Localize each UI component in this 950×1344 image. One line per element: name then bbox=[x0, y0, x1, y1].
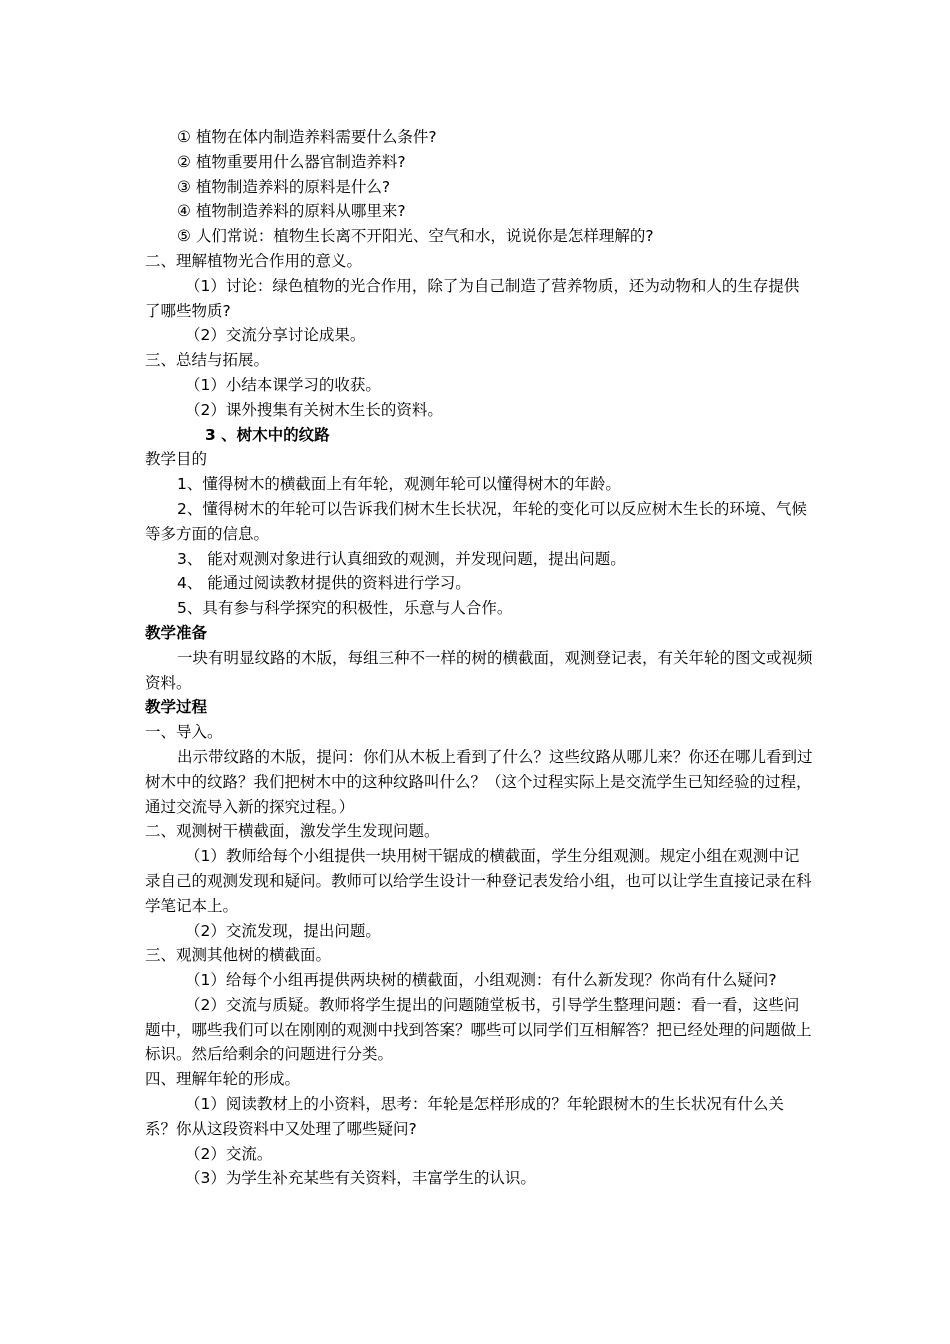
paragraph: （2）交流发现，提出问题。 bbox=[185, 921, 381, 940]
step-heading: 二、观测树干横截面，激发学生发现问题。 bbox=[145, 822, 440, 841]
paragraph: （3）为学生补充某些有关资料，丰富学生的认识。 bbox=[185, 1169, 536, 1188]
paragraph: （1）给每个小组再提供两块树的横截面，小组观测：有什么新发现？你尚有什么疑问? bbox=[185, 971, 777, 990]
question-item: ④ 植物制造养料的原料从哪里来? bbox=[177, 202, 406, 221]
goal-item: 5、具有参与科学探究的积极性，乐意与人合作。 bbox=[177, 599, 513, 618]
question-item: ⑤ 人们常说：植物生长离不开阳光、空气和水，说说你是怎样理解的? bbox=[177, 227, 654, 246]
paragraph: （2）交流与质疑。教师将学生提出的问题随堂板书，引导学生整理问题：看一看，这些问题中，哪些我们可以在刚刚的观测中找到答案？哪些可以同学们互相解答？把已经处理的问题做上标识。然后给剩余的问题进行分类。 bbox=[145, 995, 812, 1064]
question-item: ② 植物重要用什么器官制造养料? bbox=[177, 152, 406, 171]
paragraph: （1）教师给每个小组提供一块用树干锯成的横截面，学生分组观测。规定小组在观测中记录自己的观测发现和疑问。教师可以给学生设计一种登记表发给小组，也可以让学生直接记录在科学笔记本上。 bbox=[145, 847, 812, 915]
question-item: ③ 植物制造养料的原料是什么? bbox=[177, 177, 391, 196]
document-body bbox=[145, 125, 813, 1191]
section-heading: 三、总结与拓展。 bbox=[145, 351, 270, 370]
step-heading: 一、导入。 bbox=[145, 723, 223, 742]
prep-text: 一块有明显纹路的木版，每组三种不一样的树的横截面，观测登记表，有关年轮的图文或视频资料。 bbox=[145, 648, 813, 692]
question-item: ① 植物在体内制造养料需要什么条件? bbox=[177, 128, 437, 146]
goal-item: 1、懂得树木的横截面上有年轮，观测年轮可以懂得树木的年龄。 bbox=[177, 475, 621, 494]
goal-item: 2、懂得树木的年轮可以告诉我们树木生长状况，年轮的变化可以反应树木生长的环境、气候等多方面的信息。 bbox=[145, 499, 807, 543]
paragraph: 出示带纹路的木版，提问：你们从木板上看到了什么？这些纹路从哪儿来？你还在哪儿看到过树木中的纹路？我们把树木中的这种纹路叫什么？（这个过程实际上是交流学生已知经验的过程，通过交流导入新的探究过程。） bbox=[145, 747, 813, 816]
paragraph: （1）讨论：绿色植物的光合作用，除了为自己制造了营养物质，还为动物和人的生存提供了哪些物质? bbox=[145, 276, 800, 320]
paragraph: （2）交流。 bbox=[185, 1144, 273, 1163]
paragraph: （1）阅读教材上的小资料，思考：年轮是怎样形成的？年轮跟树木的生长状况有什么关系？你从这段资料中又处理了哪些疑问? bbox=[145, 1095, 784, 1138]
process-heading: 教学过程 bbox=[145, 698, 208, 717]
prep-heading: 教学准备 bbox=[145, 623, 208, 642]
lesson-title: 3 、树木中的纹路 bbox=[205, 425, 330, 444]
section-heading: 二、理解植物光合作用的意义。 bbox=[145, 251, 363, 270]
goals-heading: 教学目的 bbox=[145, 450, 208, 469]
step-heading: 三、观测其他树的横截面。 bbox=[145, 946, 332, 965]
paragraph: （1）小结本课学习的收获。 bbox=[185, 375, 381, 394]
goal-item: 4、 能通过阅读教材提供的资料进行学习。 bbox=[177, 574, 471, 593]
goal-item: 3、 能对观测对象进行认真细致的观测，并发现问题，提出问题。 bbox=[177, 549, 626, 568]
paragraph: （2）课外搜集有关树木生长的资料。 bbox=[185, 400, 443, 419]
step-heading: 四、理解年轮的形成。 bbox=[145, 1070, 301, 1089]
paragraph: （2）交流分享讨论成果。 bbox=[185, 326, 366, 345]
